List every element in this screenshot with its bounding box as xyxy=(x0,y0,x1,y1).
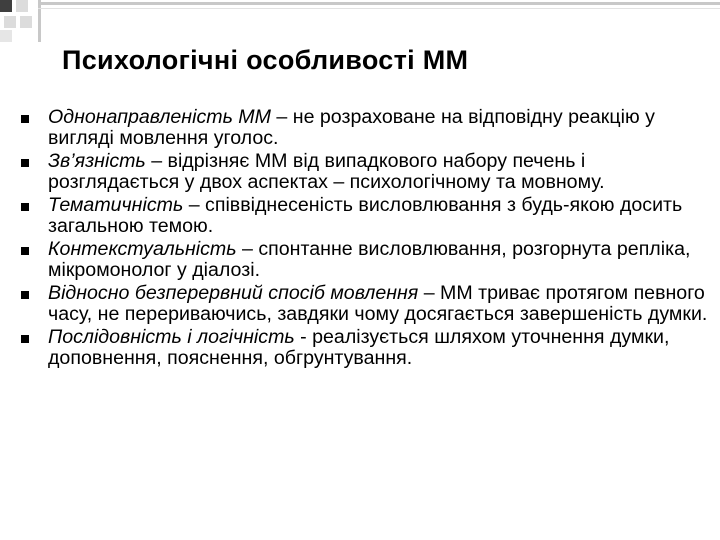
decor-square-light-2 xyxy=(4,16,16,28)
decor-square-light-3 xyxy=(20,16,32,28)
list-item xyxy=(20,283,710,325)
decor-vertical-line xyxy=(38,0,41,42)
bullet-term: Контекстуальність xyxy=(48,238,237,260)
slide-title: Психологічні особливості ММ xyxy=(62,45,469,75)
bullet-text: – спонтанне висловлювання, розгорнута репліка, мікромонолог у діалозі. xyxy=(48,238,691,281)
bullet-text: – співвіднесеність висловлювання з будь-якою досить загальною темою. xyxy=(48,194,683,237)
bullet-term: Зв’язність xyxy=(48,150,146,172)
square-bullet-icon xyxy=(21,247,29,255)
decor-square-light-1 xyxy=(16,0,28,12)
decor-horizontal-line-2 xyxy=(38,8,720,9)
list-item xyxy=(20,239,710,281)
square-bullet-icon xyxy=(21,115,29,123)
bullet-text: – ММ триває протягом певного часу, не перериваючись, завдяки чому досягається завершеність думки. xyxy=(48,282,708,325)
square-bullet-icon xyxy=(21,203,29,211)
header-decoration xyxy=(0,0,720,46)
square-bullet-icon xyxy=(21,335,29,343)
list-item xyxy=(20,195,710,237)
bullet-term: Однонаправленість ММ xyxy=(48,106,271,128)
square-bullet-icon xyxy=(21,291,29,299)
decor-square-dark xyxy=(0,0,12,12)
decor-square-light-4 xyxy=(0,30,12,42)
decor-horizontal-line xyxy=(38,2,720,5)
bullet-term: Тематичність xyxy=(48,194,184,216)
list-item xyxy=(20,107,710,149)
list-item xyxy=(20,327,710,369)
bullet-term: Відносно безперервний спосіб мовлення xyxy=(48,282,419,304)
bullet-list xyxy=(20,107,710,371)
bullet-text: – відрізняє ММ від випадкового набору печень і розглядається у двох аспектах – психологічному та мовному. xyxy=(48,150,605,193)
list-item xyxy=(20,151,710,193)
bullet-term: Послідовність і логічність xyxy=(48,326,295,348)
bullet-text: – не розраховане на відповідну реакцію у вигляді мовлення уголос. xyxy=(48,106,655,149)
square-bullet-icon xyxy=(21,159,29,167)
bullet-text: - реалізується шляхом уточнення думки, доповнення, пояснення, обгрунтування. xyxy=(48,326,670,369)
